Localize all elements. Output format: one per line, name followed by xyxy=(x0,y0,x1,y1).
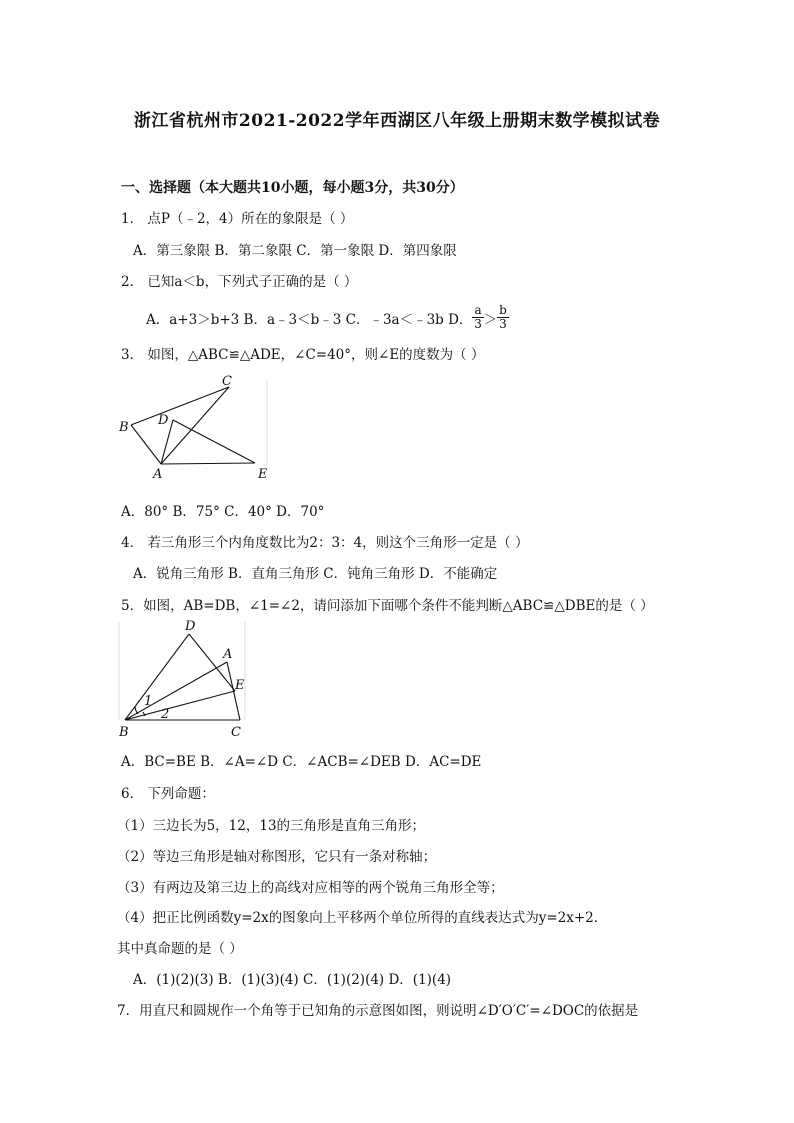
section-heading: 一、选择题（本大题共10小题，每小题3分，共30分） xyxy=(121,180,464,196)
label-a: A xyxy=(153,467,163,482)
label-b: B xyxy=(119,725,129,740)
question-5-options: A．BC=BE B．∠A=∠D C．∠ACB=∠DEB D．AC=DE xyxy=(121,754,482,770)
label-b: B xyxy=(119,420,129,435)
question-7-stem: 7．用直尺和圆规作一个角等于已知角的示意图如图，则说明∠D′O′C′=∠DOC的依据是 xyxy=(117,1003,639,1019)
question-6-ask: 其中真命题的是（ ） xyxy=(117,941,243,957)
fraction-numerator: a xyxy=(474,303,482,317)
question-5-stem: 5．如图，AB=DB，∠1=∠2，请问添加下面哪个条件不能判断△ABC≌△DBE的是（ ） xyxy=(121,598,654,614)
question-4-stem: 4． 若三角形三个内角度数比为2：3：4，则这个三角形一定是（ ） xyxy=(121,535,529,551)
label-c: C xyxy=(222,374,232,389)
question-6-item-1: （1）三边长为5，12，13的三角形是直角三角形； xyxy=(117,818,426,834)
question-6-item-4: （4）把正比例函数y=2x的图象向上平移两个单位所得的直线表达式为y=2x+2． xyxy=(117,910,608,926)
fraction-numerator: b xyxy=(499,303,507,317)
question-5-figure xyxy=(115,616,255,740)
question-6-stem: 6． 下列命题： xyxy=(121,786,215,802)
fraction-b-over-3 xyxy=(497,304,509,331)
fraction-denominator: 3 xyxy=(499,317,507,331)
label-e: E xyxy=(258,467,268,482)
question-1-options: A．第三象限 B．第二象限 C．第一象限 D．第四象限 xyxy=(133,243,457,259)
question-3-figure xyxy=(115,372,280,484)
question-3-options: A．80° B．75° C．40° D．70° xyxy=(121,504,325,520)
question-6-item-3: （3）有两边及第三边上的高线对应相等的两个锐角三角形全等； xyxy=(117,880,504,896)
angle-label-1: 1 xyxy=(144,694,153,709)
question-2-options xyxy=(146,304,509,331)
label-e: E xyxy=(235,678,245,693)
greater-than-sign: ＞ xyxy=(483,311,498,328)
label-a: A xyxy=(223,647,233,662)
angle-label-2: 2 xyxy=(161,707,170,722)
label-c: C xyxy=(231,725,241,740)
question-3-stem: 3． 如图，△ABC≌△ADE，∠C=40°，则∠E的度数为（ ） xyxy=(121,347,485,363)
question-1-stem: 1． 点P（﹣2，4）所在的象限是（ ） xyxy=(121,211,354,227)
question-6-item-2: （2）等边三角形是轴对称图形，它只有一条对称轴； xyxy=(117,849,437,865)
question-4-options: A．锐角三角形 B．直角三角形 C．钝角三角形 D．不能确定 xyxy=(133,566,498,582)
label-d: D xyxy=(185,619,196,634)
label-d: D xyxy=(158,413,169,428)
question-6-options: A．(1)(2)(3) B．(1)(3)(4) C．(1)(2)(4) D．(1)(4) xyxy=(133,972,452,988)
question-2-stem: 2． 已知a＜b，下列式子正确的是（ ） xyxy=(121,274,358,290)
fraction-denominator: 3 xyxy=(474,317,482,331)
question-2-options-abc: A．a+3＞b+3 B．a﹣3＜b﹣3 C．﹣3a＜﹣3b D． xyxy=(146,311,473,328)
page-title: 浙江省杭州市2021-2022学年西湖区八年级上册期末数学模拟试卷 xyxy=(133,111,661,131)
fraction-a-over-3 xyxy=(472,304,483,331)
